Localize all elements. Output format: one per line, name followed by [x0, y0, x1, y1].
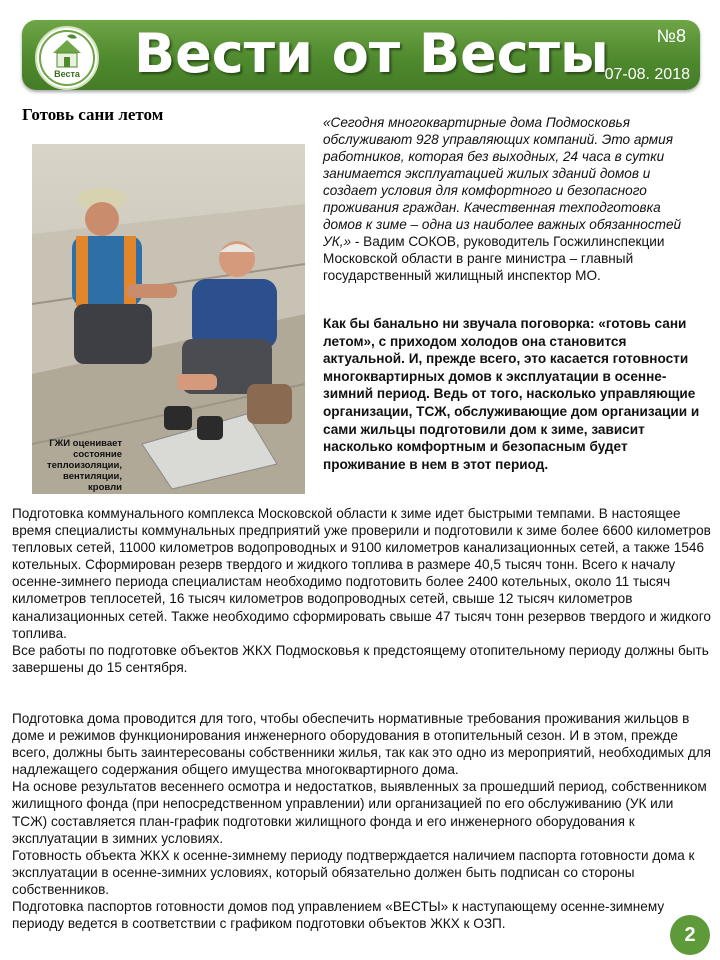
masthead-banner	[22, 20, 700, 90]
body-paragraph: Готовность объекта ЖКХ к осенне-зимнему периоду подтверждается наличием паспорта готовности дома к эксплуатации в осенне-зимних условиях, который обязательно должен быть подписан со стороны собственников.	[12, 847, 695, 897]
house-logo-icon	[37, 28, 97, 88]
article-body	[12, 505, 712, 932]
photo-caption: ГЖИ оценивает состояние теплоизоляции, вентиляции, кровли	[46, 438, 122, 493]
article-headline: Готовь сани летом	[22, 105, 164, 124]
body-paragraph: Подготовка дома проводится для того, чтобы обеспечить нормативные требования проживания жильцов в доме и режимов функционирования инженерного оборудования в отопительный сезон. И в этом, прежде всего, должны быть заинтересованы собственники жилья, так как это одно из мероприятий, необходимых для надлежащего содержания общего имущества многоквартирного дома.	[12, 710, 712, 778]
newspaper-title: Вести от Весты	[134, 22, 609, 85]
expert-quote	[323, 114, 703, 284]
body-paragraph: Подготовка коммунального комплекса Московской области к зиме идет быстрыми темпами. В настоящее время специалисты коммунальных предприятий уже проверили и подготовили к зиме более 6600 километров тепловых сетей, 11000 километров водопроводных и 9100 километров канализационных сетей, а также 1546 котельных. Сформирован резерв твердого и жидкого топлива в размере 40,5 тысяч тонн. Всего к началу осенне-зимнего периода специалистам необходимо подготовить более 2400 котельных, около 11 тысяч километров теплосетей, 16 тысяч километров водопроводных сетей, свыше 12 тысяч километров канализационных сетей. Также необходимо сформировать свыше 47 тысяч тонн резервов твердого и жидкого топлива.	[12, 506, 711, 641]
company-logo	[35, 26, 99, 90]
issue-number: №8	[656, 26, 686, 46]
quote-text: «Сегодня многоквартирные дома Подмосковья обслуживают 928 управляющих компаний. Это армия работников, которая без выходных, 24 часа в сутки занимается эксплуатацией жилых зданий домов и создает условия для комфортного и безопасного проживания граждан. Качественная техподготовка домов к зиме – одна из наиболее важных обязанностей УК,»	[323, 115, 682, 249]
quote-author: - Вадим СОКОВ, руководитель Госжилинспекции Московской области в ранге министра – главный государственный жилищный инспектор МО.	[323, 234, 665, 283]
body-paragraph: Подготовка паспортов готовности домов под управлением «ВЕСТЫ» к наступающему осенне-зимнему периоду ведется в соответствии с графиком подготовки объектов ЖКХ к ОЗП.	[12, 898, 665, 932]
logo-text: Веста	[54, 69, 80, 79]
issue-date: 07-08. 2018	[604, 66, 690, 83]
body-paragraph: На основе результатов весеннего осмотра и недостатков, выявленных за прошедший период, собственником жилищного фонда (при непосредственном управлении) или организацией по его обслуживанию (УК или ТСЖ) составляется план-график подготовки жилищного фонда и его инженерного оборудования к эксплуатации в зимних условиях.	[12, 779, 707, 846]
article-lead: Как бы банально ни звучала поговорка: «готовь сани летом», с приходом холодов она становится актуальной. И, прежде всего, это касается готовности многоквартирных домов к эксплуатации в осенне-зимний период. Ведь от того, насколько управляющие организации, ТСЖ, обслуживающие дом организации и сами жильцы подготовили дом к зиме, зависит насколько комфортным и безопасным будет проживание в нем в этот период.	[323, 316, 700, 472]
body-paragraph: Все работы по подготовке объектов ЖКХ Подмосковья к предстоящему отопительному периоду должны быть завершены до 15 сентября.	[12, 642, 709, 675]
page-number: 2	[670, 915, 710, 955]
article-photo	[32, 144, 305, 494]
